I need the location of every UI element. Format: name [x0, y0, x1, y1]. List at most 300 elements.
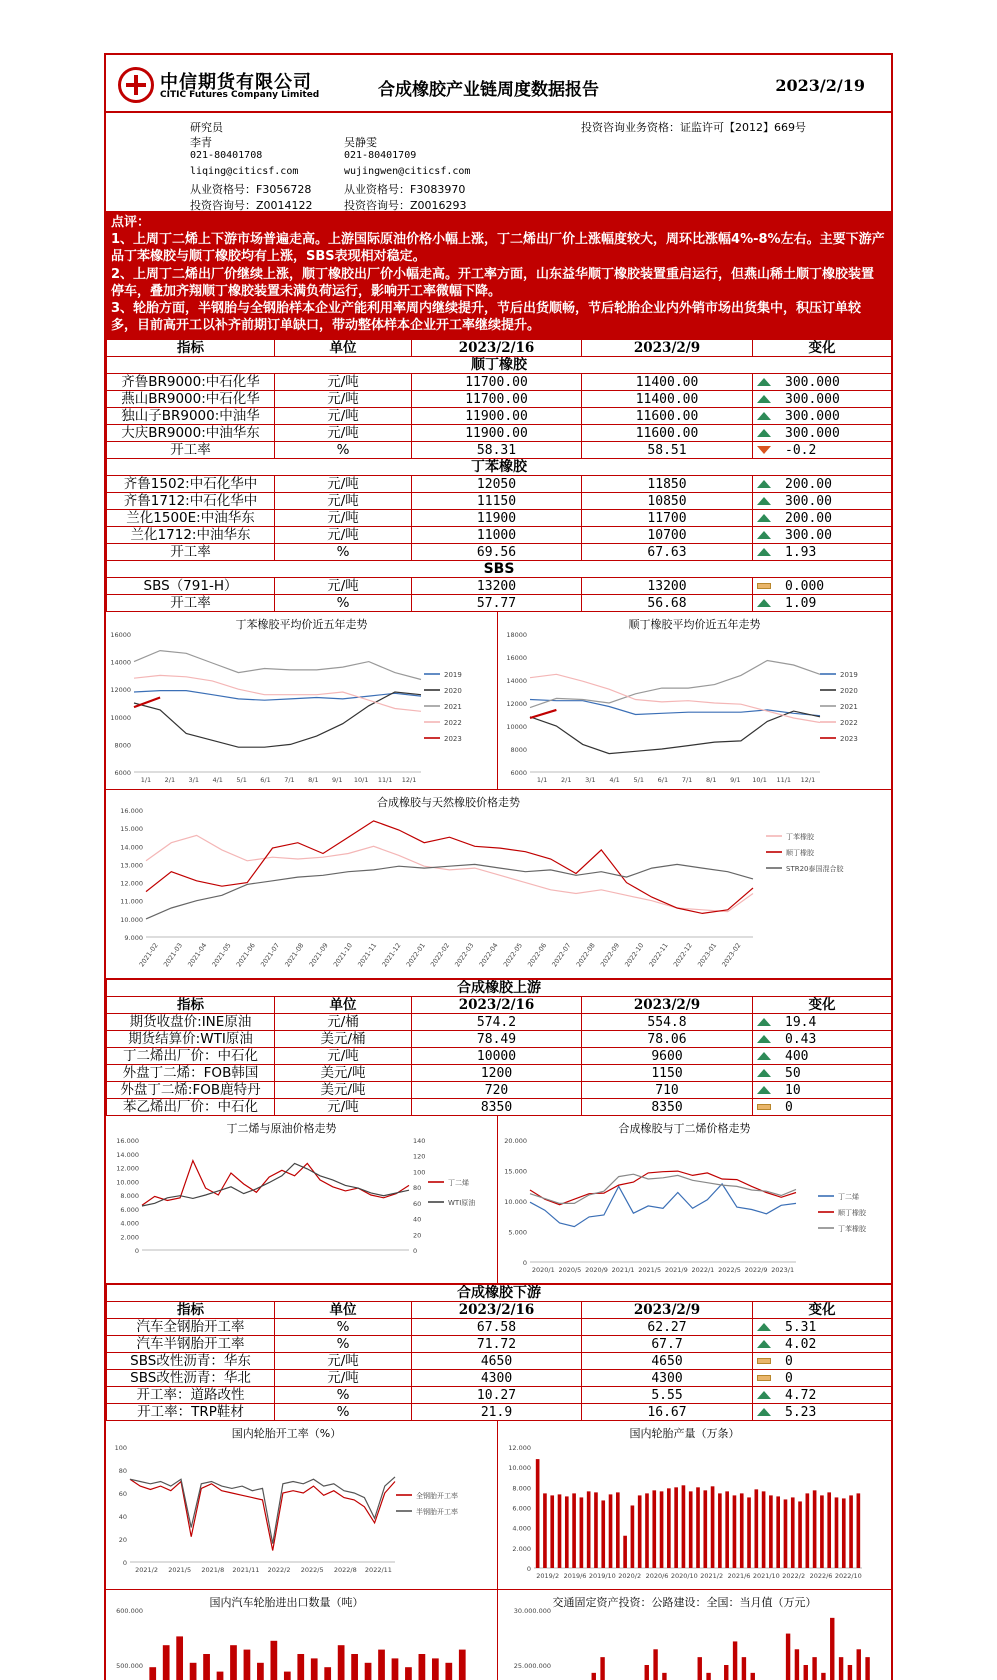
up-arrow-icon	[757, 497, 771, 505]
x-tick-label: 7/1	[681, 776, 693, 784]
x-tick-label: 2021/9	[664, 1266, 688, 1274]
legend-label: 2023	[840, 735, 858, 743]
row-value-1: 720	[412, 1082, 582, 1099]
x-tick-label: 2021-11	[356, 941, 379, 969]
y-tick-label: 6000	[114, 769, 131, 777]
table-row	[107, 1014, 892, 1031]
row-name: 汽车全钢胎开工率	[107, 1319, 275, 1336]
y-tick-label: 12000	[506, 700, 527, 708]
change-value: 0	[785, 1353, 793, 1369]
analyst-2-cert: 从业资格号：F3083970	[344, 183, 466, 196]
bar	[842, 1498, 846, 1568]
section-title: 合成橡胶上游	[107, 980, 892, 997]
y-tick-label: 16.000	[116, 1137, 139, 1145]
y-tick-label: 80	[118, 1467, 127, 1475]
bar	[798, 1501, 802, 1568]
row-value-1: 11900.00	[412, 425, 582, 442]
x-tick-label: 2022/9	[744, 1266, 768, 1274]
bar	[698, 1657, 702, 1680]
y-tick-label: 4.000	[512, 1524, 531, 1533]
y-tick-label: 20.000	[504, 1137, 527, 1145]
series-line	[530, 1171, 796, 1205]
x-tick-label: 2020/1	[531, 1266, 555, 1274]
row-name: 外盘丁二烯：FOB韩国	[107, 1065, 275, 1082]
row-change	[753, 578, 892, 595]
row-change	[753, 1319, 892, 1336]
row-unit: 元/吨	[275, 391, 412, 408]
bar	[351, 1654, 358, 1680]
bar	[338, 1645, 345, 1680]
analyst-2-email[interactable]: wujingwen@citicsf.com	[344, 166, 471, 177]
chart-row-4	[106, 1421, 891, 1590]
y-tick-label: 2.000	[512, 1544, 531, 1553]
row-unit: 元/吨	[275, 1099, 412, 1116]
row-name: SBS（791-H）	[107, 578, 275, 595]
x-tick-label: 2021-08	[283, 941, 306, 969]
citic-logo-icon	[118, 67, 154, 103]
table-row	[107, 1353, 892, 1370]
analyst-1-phone: 021-80401708	[190, 150, 263, 161]
x-tick-label: 2/1	[561, 776, 572, 784]
y-tick-label-right: 140	[413, 1137, 426, 1145]
change-value: 0	[785, 1370, 793, 1386]
row-value-2: 1150	[582, 1065, 753, 1082]
bar	[804, 1665, 808, 1680]
y-tick-label: 0	[122, 1559, 127, 1567]
chart-svg	[498, 612, 891, 789]
col-change: 变化	[753, 1302, 892, 1319]
x-tick-label: 2022/8	[333, 1566, 357, 1574]
col-date-1: 2023/2/16	[412, 340, 582, 357]
row-value-2: 58.51	[582, 442, 753, 459]
change-value: 300.00	[785, 527, 832, 543]
row-unit: %	[275, 1336, 412, 1353]
x-tick-label: 2021/6	[727, 1572, 751, 1580]
section-row	[107, 459, 892, 476]
y-tick-label-right: 40	[413, 1215, 422, 1224]
legend-label: 顺丁橡胶	[786, 849, 814, 857]
bar	[733, 1641, 737, 1680]
x-tick-label: 2022/5	[300, 1566, 324, 1574]
row-name: 外盘丁二烯:FOB鹿特丹	[107, 1082, 275, 1099]
row-unit: %	[275, 595, 412, 612]
bar	[795, 1649, 799, 1680]
row-unit: 元/吨	[275, 408, 412, 425]
y-tick-label-right: 120	[413, 1152, 426, 1161]
row-change	[753, 374, 892, 391]
change-value: 400	[785, 1048, 809, 1064]
x-tick-label: 2022/10	[834, 1572, 862, 1580]
y-tick-label: 11.000	[120, 897, 143, 906]
y-tick-label: 16.000	[120, 807, 143, 815]
row-change	[753, 408, 892, 425]
x-tick-label: 6/1	[260, 776, 271, 784]
y-tick-label: 12.000	[120, 879, 143, 888]
bar	[190, 1663, 197, 1680]
x-tick-label: 2019/10	[588, 1572, 616, 1580]
bar	[849, 1495, 853, 1568]
x-tick-label: 2023/1	[771, 1266, 795, 1274]
x-tick-label: 9/1	[730, 776, 741, 784]
row-value-1: 57.77	[412, 595, 582, 612]
analyst-1-name: 李青	[190, 136, 212, 149]
row-change	[753, 1031, 892, 1048]
chart-svg	[498, 1116, 891, 1283]
flat-bar-icon	[757, 1375, 771, 1381]
y-tick-label: 13.000	[120, 861, 143, 870]
change-value: 300.000	[785, 374, 840, 390]
flat-bar-icon	[757, 1358, 771, 1364]
x-tick-label: 10/1	[353, 776, 369, 784]
section-title: SBS	[107, 561, 892, 578]
bar	[740, 1493, 744, 1568]
chart-title: 丁苯橡胶平均价近五年走势	[235, 618, 368, 631]
section-title: 顺丁橡胶	[107, 357, 892, 374]
bar	[601, 1500, 605, 1568]
row-value-2: 4300	[582, 1370, 753, 1387]
bar	[203, 1654, 210, 1680]
x-tick-label: 2022/6	[809, 1572, 833, 1580]
row-name: 汽车半钢胎开工率	[107, 1336, 275, 1353]
table-row	[107, 476, 892, 493]
change-value: 300.000	[785, 425, 840, 441]
table-row	[107, 1336, 892, 1353]
legend-label: 2021	[840, 703, 858, 711]
bar	[592, 1673, 596, 1680]
bar	[696, 1487, 700, 1568]
row-unit: 元/吨	[275, 527, 412, 544]
row-change	[753, 1048, 892, 1065]
row-name: 独山子BR9000:中油华	[107, 408, 275, 425]
row-unit: 元/吨	[275, 476, 412, 493]
section-title: 丁苯橡胶	[107, 459, 892, 476]
legend-label: 2020	[840, 687, 858, 695]
up-arrow-icon	[757, 1018, 771, 1026]
bar	[806, 1493, 810, 1568]
row-change	[753, 425, 892, 442]
bar	[751, 1673, 755, 1680]
x-tick-label: 2020/5	[558, 1266, 582, 1274]
table-header-row	[107, 997, 892, 1014]
x-tick-label: 2022-08	[574, 941, 597, 969]
row-value-1: 11700.00	[412, 374, 582, 391]
row-name: 开工率	[107, 442, 275, 459]
row-value-2: 62.27	[582, 1319, 753, 1336]
row-name: 齐鲁1502:中石化华中	[107, 476, 275, 493]
row-value-2: 10700	[582, 527, 753, 544]
up-arrow-icon	[757, 548, 771, 556]
row-change	[753, 1353, 892, 1370]
bar	[149, 1667, 156, 1680]
change-value: 0.000	[785, 578, 825, 594]
legend-label: 全钢胎开工率	[416, 1492, 458, 1500]
y-tick-label: 14.000	[116, 1150, 139, 1159]
row-value-1: 1200	[412, 1065, 582, 1082]
change-value: 4.02	[785, 1336, 817, 1352]
y-tick-label: 6000	[510, 769, 527, 777]
x-tick-label: 2/1	[164, 776, 176, 784]
row-change	[753, 510, 892, 527]
row-unit: %	[275, 1387, 412, 1404]
x-tick-label: 2022/2	[782, 1572, 806, 1580]
x-tick-label: 10/1	[752, 776, 767, 784]
y-tick-label: 25.000.000	[513, 1662, 551, 1670]
chart-svg	[106, 1421, 498, 1589]
x-tick-label: 2022-07	[550, 941, 573, 969]
up-arrow-icon	[757, 599, 771, 607]
analyst-1-email[interactable]: liqing@citicsf.com	[190, 166, 299, 177]
bar	[848, 1665, 852, 1680]
table-row	[107, 391, 892, 408]
bar	[297, 1654, 304, 1680]
x-tick-label: 2022-03	[453, 941, 476, 969]
up-arrow-icon	[757, 1340, 771, 1348]
up-arrow-icon	[757, 480, 771, 488]
row-value-1: 11900	[412, 510, 582, 527]
row-unit: 元/吨	[275, 1370, 412, 1387]
x-tick-label: 3/1	[188, 776, 200, 784]
y-tick-label: 2.000	[120, 1233, 139, 1242]
x-tick-label: 3/1	[585, 776, 596, 784]
table-row	[107, 510, 892, 527]
series-line	[146, 864, 753, 919]
col-change: 变化	[753, 340, 892, 357]
y-tick-label: 10000	[506, 723, 527, 731]
y-tick-label: 0	[522, 1259, 527, 1267]
row-value-1: 78.49	[412, 1031, 582, 1048]
y-tick-label: 60	[118, 1490, 127, 1498]
table-row	[107, 408, 892, 425]
x-tick-label: 7/1	[284, 776, 295, 784]
series-line	[530, 674, 820, 722]
y-tick-label-right: 80	[413, 1184, 422, 1193]
x-tick-label: 11/1	[776, 776, 792, 784]
bar	[667, 1488, 671, 1568]
up-arrow-icon	[757, 1069, 771, 1077]
series-line	[142, 1161, 409, 1206]
row-value-1: 11000	[412, 527, 582, 544]
y-tick-label: 30.000.000	[513, 1607, 551, 1615]
row-value-1: 8350	[412, 1099, 582, 1116]
legend-label: 2019	[840, 671, 858, 679]
comment-label: 点评：	[111, 215, 151, 230]
col-date-1: 2023/2/16	[412, 1302, 582, 1319]
legend-label: 2020	[444, 687, 462, 695]
x-tick-label: 2022/2	[267, 1566, 291, 1574]
bar	[857, 1649, 861, 1680]
report-title: 合成橡胶产业链周度数据报告	[378, 80, 599, 100]
row-value-1: 11150	[412, 493, 582, 510]
bar	[674, 1487, 678, 1568]
comment-p1: 1、上周丁二烯上下游市场普遍走高。上游国际原油价格小幅上涨，丁二烯出厂价上涨幅度较大，周环比涨幅4%-8%左右。主要下游产品丁苯橡胶与顺丁橡胶均有上涨，SBS表现相对稳定。	[111, 232, 885, 265]
flat-bar-icon	[757, 1104, 771, 1110]
row-unit: 元/桶	[275, 1014, 412, 1031]
row-unit: 美元/吨	[275, 1082, 412, 1099]
change-value: 10	[785, 1082, 801, 1098]
series-line	[134, 651, 421, 680]
report-date: 2023/2/19	[775, 76, 865, 95]
bar	[718, 1493, 722, 1568]
col-unit: 单位	[275, 997, 412, 1014]
analyst-label: 研究员	[190, 121, 223, 134]
bar	[176, 1636, 183, 1680]
col-indicator: 指标	[107, 1302, 275, 1319]
row-unit: 美元/吨	[275, 1065, 412, 1082]
bar	[821, 1673, 825, 1680]
legend-label: 顺丁橡胶	[838, 1209, 866, 1217]
row-value-2: 11600.00	[582, 408, 753, 425]
up-arrow-icon	[757, 514, 771, 522]
x-tick-label: 11/1	[377, 776, 393, 784]
bar	[459, 1650, 466, 1680]
y-tick-label: 100	[114, 1444, 127, 1452]
down-arrow-icon	[757, 446, 771, 454]
bar	[536, 1459, 540, 1568]
bar	[587, 1491, 591, 1568]
chart-title: 顺丁橡胶平均价近五年走势	[628, 618, 761, 631]
legend-label: 丁苯橡胶	[838, 1225, 866, 1233]
table-row	[107, 1048, 892, 1065]
up-arrow-icon	[757, 1391, 771, 1399]
row-value-1: 71.72	[412, 1336, 582, 1353]
row-change	[753, 1387, 892, 1404]
row-unit: 元/吨	[275, 425, 412, 442]
table-row	[107, 595, 892, 612]
bar	[419, 1654, 426, 1680]
chart-title: 国内汽车轮胎进出口数量（吨）	[209, 1596, 364, 1609]
license-text: 投资咨询业务资格：证监许可【2012】669号	[581, 121, 806, 134]
x-tick-label: 2020/9	[585, 1266, 608, 1274]
up-arrow-icon	[757, 1035, 771, 1043]
x-tick-label: 2021/2	[135, 1566, 158, 1574]
up-arrow-icon	[757, 429, 771, 437]
row-name: SBS改性沥青：华东	[107, 1353, 275, 1370]
chart-svg	[498, 1421, 891, 1589]
chart-title: 国内轮胎开工率（%）	[231, 1427, 342, 1440]
row-change	[753, 442, 892, 459]
x-tick-label: 2019/6	[563, 1572, 587, 1580]
row-value-2: 11400.00	[582, 374, 753, 391]
bar	[769, 1495, 773, 1568]
col-indicator: 指标	[107, 340, 275, 357]
chart-title: 合成橡胶与天然橡胶价格走势	[377, 796, 520, 809]
row-value-2: 11850	[582, 476, 753, 493]
chart-synthetic-vs-natural	[106, 790, 891, 978]
row-value-1: 574.2	[412, 1014, 582, 1031]
y-tick-label: 0	[526, 1565, 531, 1573]
x-tick-label: 2022-12	[671, 941, 694, 969]
chart-svg	[106, 790, 891, 978]
x-tick-label: 2021/2	[700, 1572, 724, 1580]
table-row	[107, 527, 892, 544]
x-tick-label: 2021/5	[168, 1566, 192, 1574]
row-change	[753, 1014, 892, 1031]
bar	[857, 1493, 861, 1568]
x-tick-label: 2022-09	[598, 941, 622, 969]
up-arrow-icon	[757, 1408, 771, 1416]
row-unit: 元/吨	[275, 374, 412, 391]
x-tick-label: 2021-03	[161, 941, 185, 969]
change-value: 0.43	[785, 1031, 817, 1047]
bar	[725, 1491, 729, 1568]
y-tick-label: 20	[118, 1536, 127, 1544]
series-line	[134, 691, 421, 701]
bar	[257, 1663, 264, 1680]
change-value: 200.00	[785, 510, 832, 526]
series-line	[130, 1477, 395, 1544]
y-tick-label: 10.000	[504, 1198, 527, 1206]
y-tick-label: 14000	[506, 677, 527, 685]
change-value: 300.000	[785, 391, 840, 407]
row-unit: %	[275, 1404, 412, 1421]
row-value-2: 11600.00	[582, 425, 753, 442]
bar	[724, 1665, 728, 1680]
bar	[217, 1672, 224, 1680]
legend-label: 丁苯橡胶	[786, 833, 814, 841]
series-line	[530, 711, 820, 754]
x-tick-label: 2021-02	[137, 941, 160, 969]
bar	[791, 1497, 795, 1568]
analyst-1-cert: 从业资格号：F3056728	[190, 183, 312, 196]
series-line	[142, 1163, 409, 1206]
table-row	[107, 544, 892, 561]
flat-bar-icon	[757, 583, 771, 589]
bar	[653, 1649, 657, 1680]
y-tick-label: 15.000	[120, 825, 143, 834]
table-row	[107, 442, 892, 459]
row-name: 齐鲁BR9000:中石化华	[107, 374, 275, 391]
analyst-2-name: 吴静雯	[344, 136, 377, 149]
row-name: 大庆BR9000:中油华东	[107, 425, 275, 442]
row-value-2: 4650	[582, 1353, 753, 1370]
row-unit: 元/吨	[275, 1353, 412, 1370]
comment-block	[106, 212, 891, 339]
x-tick-label: 9/1	[332, 776, 343, 784]
change-value: 1.93	[785, 544, 817, 560]
row-name: 开工率：道路改性	[107, 1387, 275, 1404]
row-value-2: 5.55	[582, 1387, 753, 1404]
row-value-2: 9600	[582, 1048, 753, 1065]
x-tick-label: 2021/5	[638, 1266, 662, 1274]
x-tick-label: 4/1	[609, 776, 620, 784]
row-value-2: 710	[582, 1082, 753, 1099]
x-tick-label: 2023-02	[720, 941, 743, 969]
analyst-2-consult: 投资咨询号：Z0016293	[344, 199, 467, 212]
bar	[565, 1496, 569, 1568]
chart-row-3	[106, 1116, 891, 1284]
table-row	[107, 1031, 892, 1048]
change-value: 19.4	[785, 1014, 817, 1030]
legend-label: WTI原油	[448, 1199, 476, 1207]
series-line	[134, 675, 421, 711]
row-name: 开工率	[107, 595, 275, 612]
table-row	[107, 578, 892, 595]
analyst-2-phone: 021-80401709	[344, 150, 417, 161]
analyst-info	[106, 113, 891, 212]
row-value-2: 67.7	[582, 1336, 753, 1353]
chart-row-5	[106, 1590, 891, 1680]
row-name: SBS改性沥青：华北	[107, 1370, 275, 1387]
change-value: -0.2	[785, 442, 817, 458]
bar	[392, 1658, 399, 1680]
bar	[662, 1673, 666, 1680]
row-value-2: 8350	[582, 1099, 753, 1116]
chart-br-five-year	[498, 612, 891, 789]
row-unit: 元/吨	[275, 493, 412, 510]
x-tick-label: 2022-06	[526, 941, 549, 969]
bar	[706, 1673, 710, 1680]
chart-title: 合成橡胶与丁二烯价格走势	[618, 1122, 751, 1135]
